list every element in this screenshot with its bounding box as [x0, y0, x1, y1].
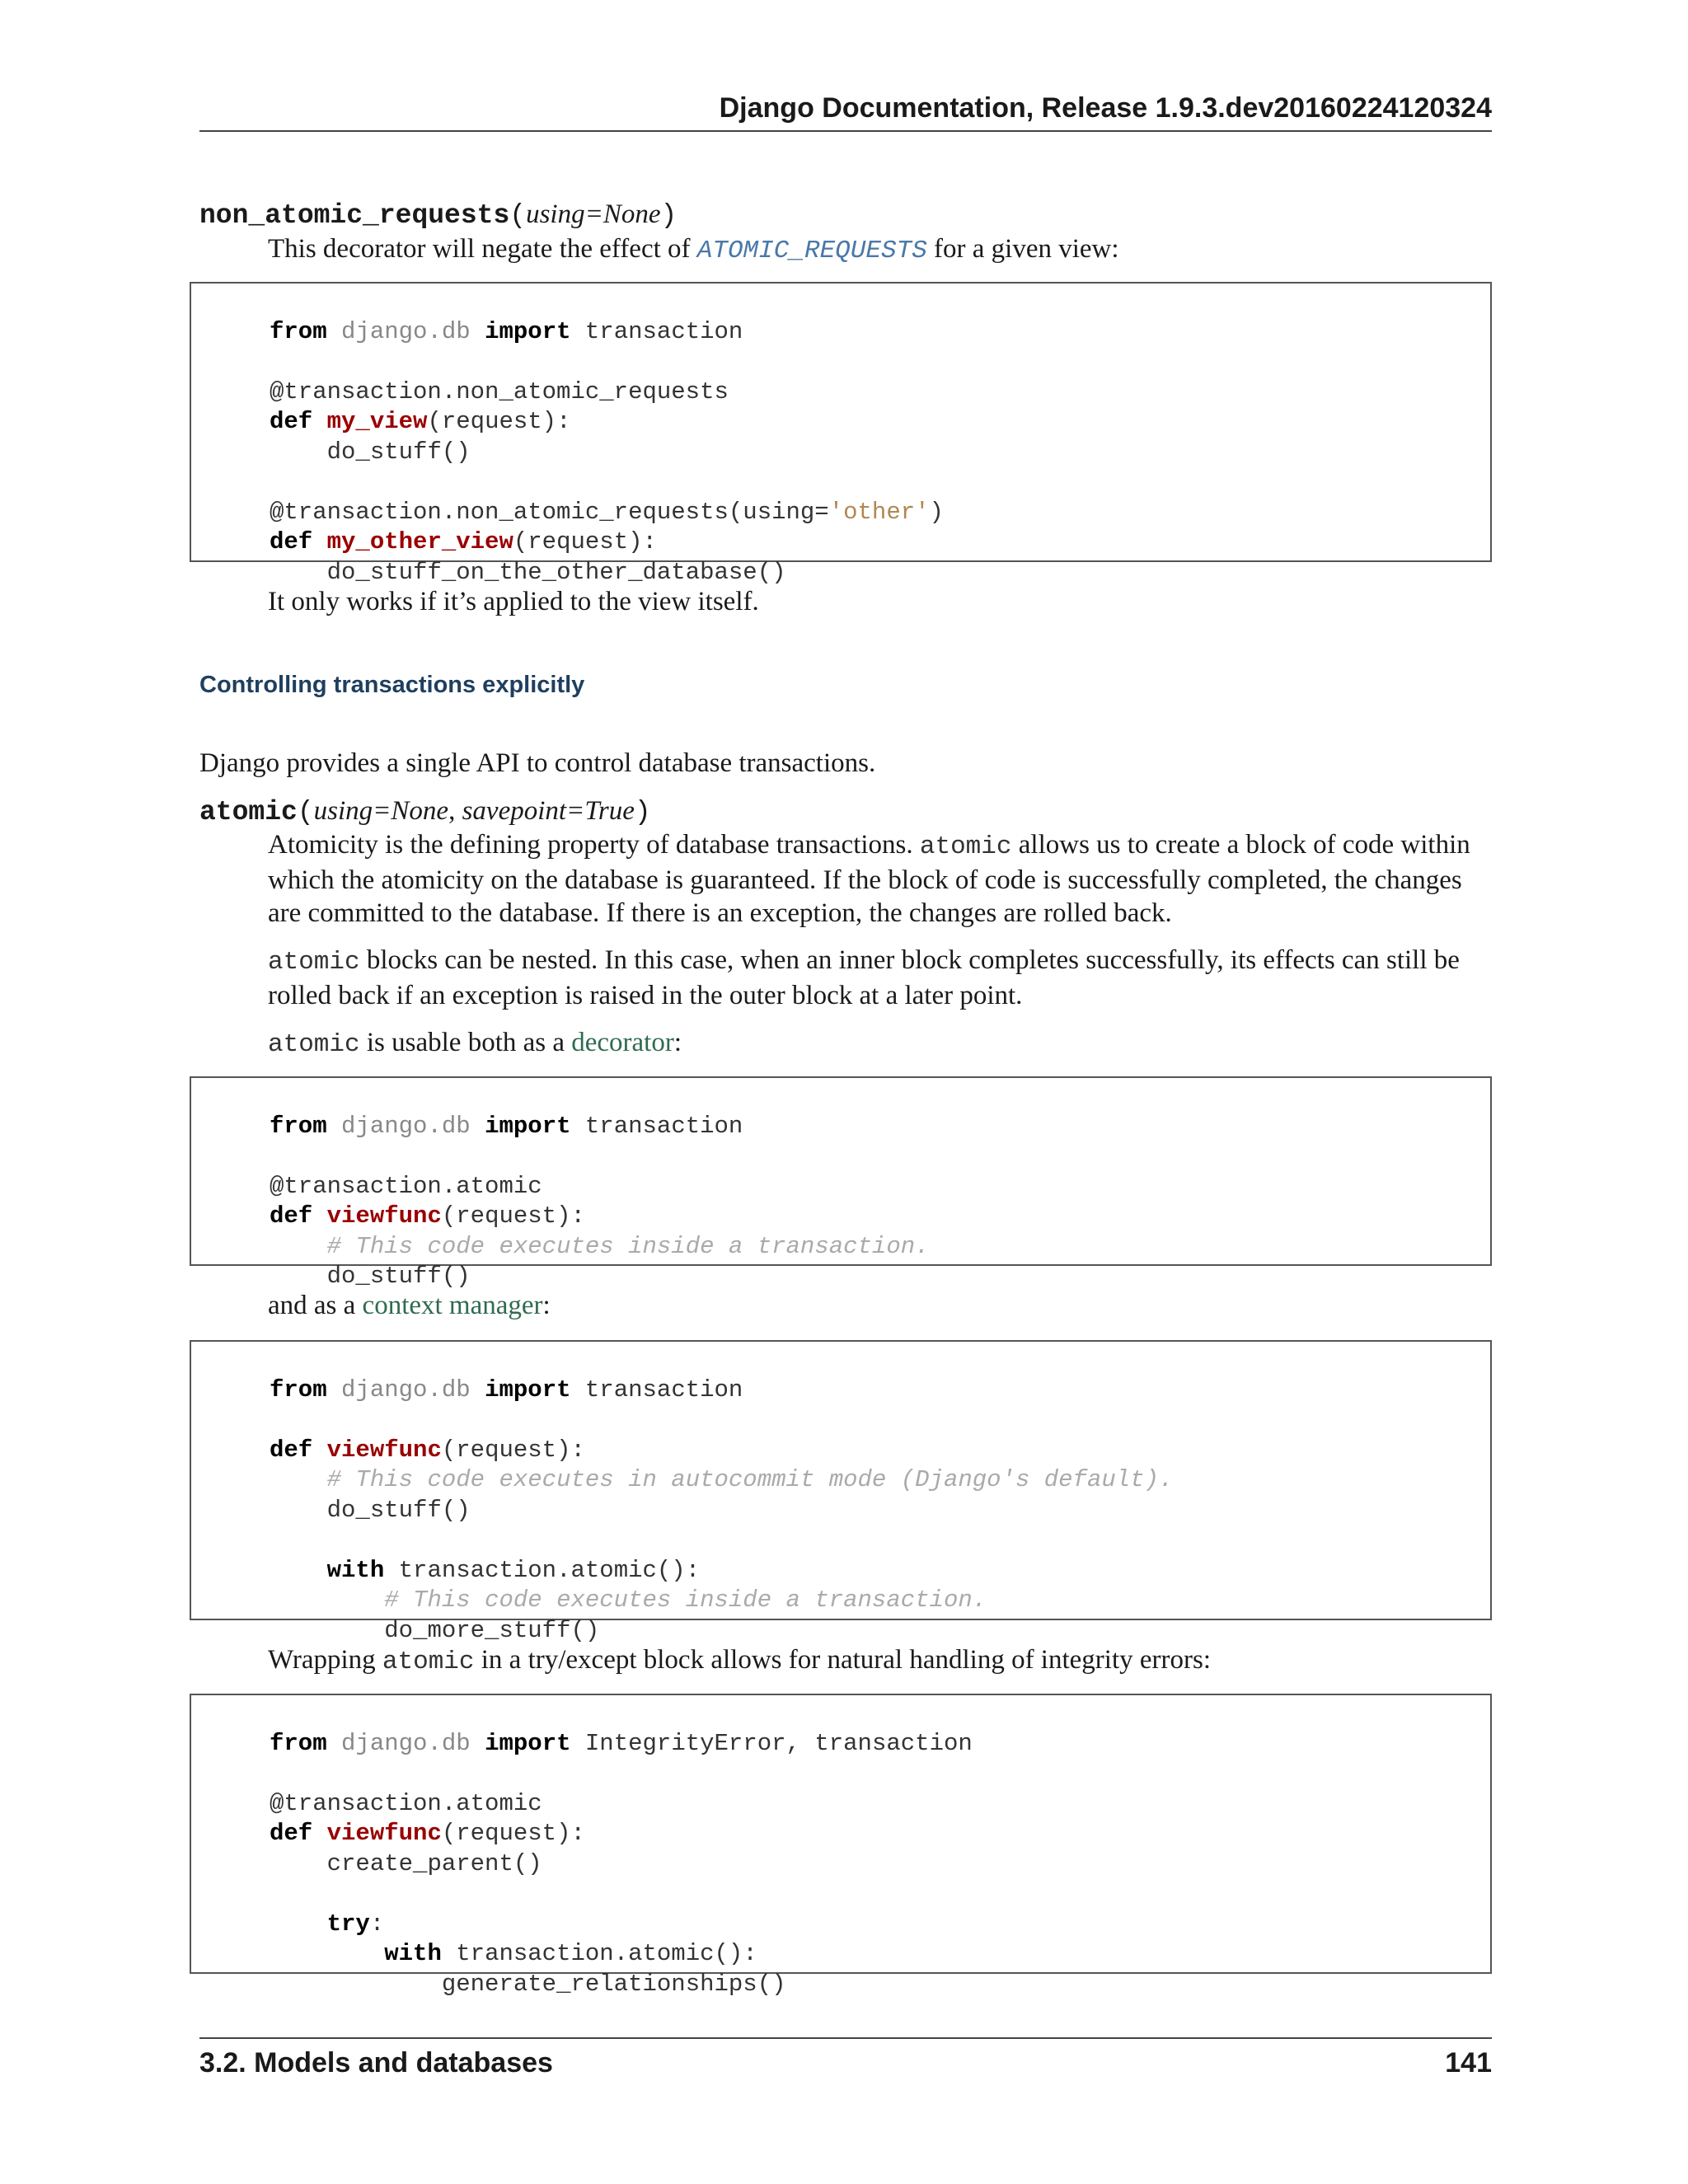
paren-close: ): [634, 797, 651, 827]
code-blank-line: [270, 1526, 1490, 1556]
inline-code: atomic: [268, 948, 360, 977]
import-name: transaction: [584, 1376, 743, 1404]
code-line: [270, 1465, 1490, 1496]
code-line: [270, 1232, 1490, 1263]
code-line: @transaction.non_atomic_requests: [270, 377, 729, 405]
kw-with: with: [326, 1556, 385, 1584]
kw-def: def: [270, 528, 313, 555]
header-rule: [199, 130, 1492, 132]
code-line: [270, 1556, 1490, 1586]
paren-close: ): [660, 200, 678, 231]
call: do_stuff(): [326, 1263, 471, 1290]
running-footer: [199, 2047, 1492, 2079]
try-except-paragraph: [268, 1643, 1492, 1679]
call: do_more_stuff(): [384, 1616, 600, 1644]
paren: ): [929, 498, 944, 526]
fn-sig: (request):: [441, 1436, 585, 1464]
call: do_stuff(): [326, 1496, 471, 1524]
call: generate_relationships(): [441, 1970, 786, 1998]
kw-def: def: [270, 408, 313, 435]
inline-code: atomic: [268, 1030, 360, 1059]
text: Wrapping: [268, 1645, 382, 1675]
code-line: @transaction.atomic: [270, 1172, 542, 1200]
param-savepoint: savepoint=True: [462, 796, 635, 826]
code-line: [270, 1262, 1490, 1292]
intro-paragraph: Django provides a single API to control database transactions.: [199, 748, 876, 778]
kw-def: def: [270, 1436, 313, 1464]
code-line: [270, 317, 1490, 348]
fn-name: viewfunc: [326, 1436, 442, 1464]
code-blank-line: [270, 1405, 1490, 1436]
comment: # This code executes in autocommit mode (Django's default).: [326, 1466, 1174, 1493]
kw-from: from: [270, 317, 327, 345]
call: create_parent(): [326, 1849, 542, 1877]
footer-section: 3.2. Models and databases: [199, 2047, 553, 2079]
atomic-requests-link[interactable]: ATOMIC_REQUESTS: [696, 237, 927, 265]
code-block-try-except: [190, 1694, 1492, 1998]
code-line: [270, 1849, 1490, 1880]
page-number: 141: [1445, 2047, 1492, 2079]
paren-open: (: [297, 797, 314, 827]
atomic-paragraph-1: [268, 828, 1492, 930]
code-line: [270, 1939, 1490, 1970]
decorator-link[interactable]: decorator: [571, 1028, 674, 1057]
footer-rule: [199, 2037, 1492, 2039]
code-block-decorator: [190, 1076, 1492, 1290]
code-line: @transaction.atomic: [270, 1789, 542, 1817]
code-blank-line: [270, 1879, 1490, 1910]
module-name: django.db: [341, 317, 471, 345]
running-header: Django Documentation, Release 1.9.3.dev20160224120324: [719, 92, 1492, 124]
kw-from: from: [270, 1376, 327, 1404]
fn-sig: (request):: [441, 1820, 585, 1847]
code-line: [270, 527, 1490, 558]
string-literal: 'other': [828, 498, 930, 526]
code-line: [270, 1376, 1490, 1406]
function-name: atomic: [199, 797, 298, 827]
fn-sig: (request):: [427, 408, 571, 435]
text: is usable both as a: [359, 1028, 572, 1057]
code-line: [270, 498, 1490, 528]
code-block-non-atomic: [190, 282, 1492, 586]
non-atomic-description: [268, 232, 1492, 268]
param-using: using=None: [313, 796, 449, 826]
text: blocks can be nested. In this case, when an inner block completes successfully, its effects can still be rolled back if an exception is raised in the outer block at a later point.: [268, 945, 1460, 1010]
kw-from: from: [270, 1729, 327, 1757]
call: do_stuff(): [326, 438, 471, 466]
atomic-paragraph-3: [268, 1026, 1492, 1062]
kw-import: import: [485, 1376, 571, 1404]
kw-import: import: [485, 1729, 571, 1757]
section-heading: Controlling transactions explicitly: [199, 672, 585, 698]
desc-text: This decorator will negate the effect of: [268, 234, 697, 264]
code-line: [270, 1910, 1490, 1940]
decorator: @transaction.non_atomic_requests(using=: [270, 498, 829, 526]
code-line: [270, 1496, 1490, 1526]
import-name: transaction: [584, 317, 743, 345]
colon: :: [369, 1910, 385, 1938]
fn-name: viewfunc: [326, 1202, 442, 1230]
kw-def: def: [270, 1820, 313, 1847]
non-atomic-requests-signature: [199, 199, 677, 231]
code-line: [270, 438, 1490, 468]
code-blank-line: [270, 347, 1490, 377]
module-name: django.db: [341, 1729, 471, 1757]
kw-with: with: [384, 1940, 442, 1967]
code-blank-line: [270, 467, 1490, 498]
kw-from: from: [270, 1112, 327, 1140]
context-manager-paragraph: [268, 1289, 1492, 1322]
kw-try: try: [326, 1910, 370, 1938]
text: and as a: [268, 1291, 363, 1320]
function-name: non_atomic_requests: [199, 200, 510, 231]
kw-import: import: [485, 317, 571, 345]
code-line: [270, 1616, 1490, 1647]
text: in a try/except block allows for natural handling of integrity errors:: [474, 1645, 1211, 1675]
non-atomic-note: It only works if it’s applied to the view itself.: [268, 587, 759, 616]
code-block-context-manager: [190, 1340, 1492, 1644]
code-line: [270, 1202, 1490, 1232]
call: do_stuff_on_the_other_database(): [326, 558, 786, 586]
code-line: [270, 1436, 1490, 1466]
module-name: django.db: [341, 1112, 471, 1140]
fn-sig: (request):: [513, 528, 657, 555]
fn-name: my_other_view: [326, 528, 513, 555]
code-line: [270, 1112, 1490, 1142]
paren-open: (: [509, 200, 527, 231]
kw-def: def: [270, 1202, 313, 1230]
text: :: [542, 1291, 551, 1320]
fn-name: viewfunc: [326, 1820, 442, 1847]
with-expr: transaction.atomic():: [456, 1940, 757, 1967]
module-name: django.db: [341, 1376, 471, 1404]
text: Atomicity is the defining property of database transactions.: [268, 830, 920, 860]
code-line: [270, 407, 1490, 438]
kw-import: import: [485, 1112, 571, 1140]
text: allows us to create a block of code within which the atomicity on the database is guaranteed. If the block of code is successfully completed, the changes are committed to the database. If there is an exception, the changes are rolled back.: [268, 830, 1470, 928]
context-manager-link[interactable]: context manager: [362, 1291, 543, 1320]
inline-code: atomic: [382, 1647, 475, 1676]
fn-sig: (request):: [441, 1202, 585, 1230]
text: :: [673, 1028, 682, 1057]
code-blank-line: [270, 1759, 1490, 1789]
code-line: [270, 1970, 1490, 2000]
code-line: [270, 1819, 1490, 1849]
with-expr: transaction.atomic():: [398, 1556, 701, 1584]
comment: # This code executes inside a transaction.: [326, 1232, 930, 1260]
param-sep: ,: [448, 796, 462, 826]
import-names: IntegrityError, transaction: [584, 1729, 973, 1757]
code-blank-line: [270, 1141, 1490, 1172]
import-name: transaction: [584, 1112, 743, 1140]
comment: # This code executes inside a transaction.: [384, 1586, 987, 1614]
inline-code: atomic: [919, 832, 1012, 861]
code-line: [270, 558, 1490, 588]
desc-text-end: for a given view:: [926, 234, 1119, 264]
atomic-paragraph-2: [268, 944, 1492, 1012]
code-line: [270, 1586, 1490, 1616]
atomic-signature: [199, 796, 651, 827]
param: using=None: [526, 199, 661, 229]
code-line: [270, 1729, 1490, 1760]
fn-name: my_view: [326, 408, 428, 435]
